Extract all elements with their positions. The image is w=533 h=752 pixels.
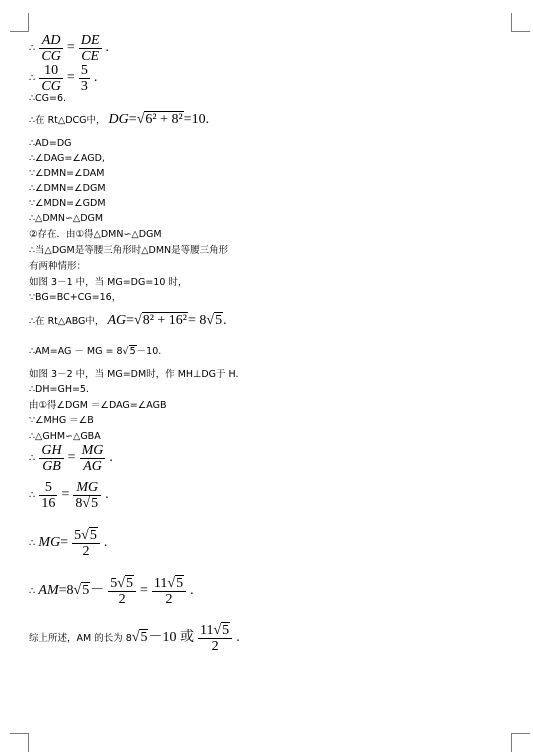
text-line: ∴DH=GH=5. — [29, 384, 89, 395]
fraction: $\frac{11√5}{2}$ — [198, 623, 232, 654]
corner-mark-top-left — [10, 13, 29, 32]
text-line: ∴∠DMN=∠DGM — [29, 183, 106, 194]
sqrt: √8² + 16² — [134, 313, 188, 328]
text-line: 如图 3－2 中，当 MG=DM时，作 MH⊥DG于 H. — [29, 369, 239, 380]
text-line: ∴AD=DG — [29, 138, 72, 149]
text-line: ∴∠DAG=∠AGD, — [29, 153, 105, 164]
sqrt: √5 — [122, 346, 136, 357]
equation-5-16: ∴ $\frac{5}{16}$ = $\frac{MG}{8√5}$ . — [29, 480, 109, 511]
text-line: ∴△GHM∽△GBA — [29, 431, 101, 442]
corner-mark-bottom-left — [10, 733, 29, 752]
fraction: $\frac{MG}{8√5}$ — [73, 480, 101, 511]
fraction: $\frac{MG}{AG}$ — [81, 443, 104, 474]
equation-am-1: ∴AM=AG － MG = 8√5－10. — [29, 346, 162, 357]
fraction: $\frac{GH}{GB}$ — [41, 443, 62, 474]
text-line: ∴CG=6. — [29, 93, 67, 104]
equation-ag: ∴在 Rt△ABG中， AG=√8² + 16²= 8√5. — [29, 313, 227, 328]
text-line: ∵∠MHG ＝∠B — [29, 415, 94, 426]
fraction: $\frac{11√5}{2}$ — [152, 576, 186, 607]
text-line: ∵∠DMN=∠DAM — [29, 168, 105, 179]
equation-dg: ∴在 Rt△DCG中， DG=√6² + 8²=10. — [29, 112, 210, 127]
text-line: ∴△DMN∽△DGM — [29, 213, 104, 224]
equation-gh-gb: ∴ $\frac{GH}{GB}$ = $\frac{MG}{AG}$ . — [29, 443, 113, 474]
conclusion-line: 综上所述，AM 的长为 8√5－10 或 $\frac{11√5}{2}$ . — [29, 623, 240, 654]
text-line: 有两种情形： — [29, 261, 87, 272]
text-line: 由①得∠DGM ＝∠DAG=∠AGB — [29, 400, 167, 411]
fraction: $\frac{10}{CG}$ — [41, 63, 61, 94]
text-line: 如图 3－1 中，当 MG=DG=10 时， — [29, 277, 188, 288]
equation-am-2: ∴ AM=8√5－ $\frac{5√5}{2}$ = $\frac{11√5}{2}$ . — [29, 576, 194, 607]
text-line: ∵∠MDN=∠GDM — [29, 198, 106, 209]
corner-mark-bottom-right — [511, 733, 530, 752]
fraction: $\frac{AD}{CG}$ — [41, 33, 61, 64]
fraction: $\frac{5√5}{2}$ — [108, 576, 136, 607]
sqrt: √6² + 8² — [136, 112, 183, 127]
equation-ad-cg: ∴ $\frac{AD}{CG}$ = $\frac{DE}{CE}$ . — [29, 33, 110, 64]
equation-10-cg: ∴ $\frac{10}{CG}$ = $\frac{5}{3}$ . — [29, 63, 98, 94]
text-line: ∵BG=BC+CG=16， — [29, 292, 122, 303]
fraction: $\frac{5}{16}$ — [41, 480, 56, 511]
equation-mg: ∴ MG= $\frac{5√5}{2}$ . — [29, 528, 108, 559]
text-line: ②存在．由①得△DMN∽△DGM — [29, 229, 162, 240]
fraction: $\frac{5}{3}$ — [80, 63, 88, 94]
fraction: $\frac{5√5}{2}$ — [72, 528, 100, 559]
fraction: $\frac{DE}{CE}$ — [80, 33, 100, 64]
sqrt: √5 — [206, 313, 223, 328]
text-line: ∴当△DGM是等腰三角形时△DMN是等腰三角形 — [29, 245, 229, 256]
corner-mark-top-right — [511, 13, 530, 32]
